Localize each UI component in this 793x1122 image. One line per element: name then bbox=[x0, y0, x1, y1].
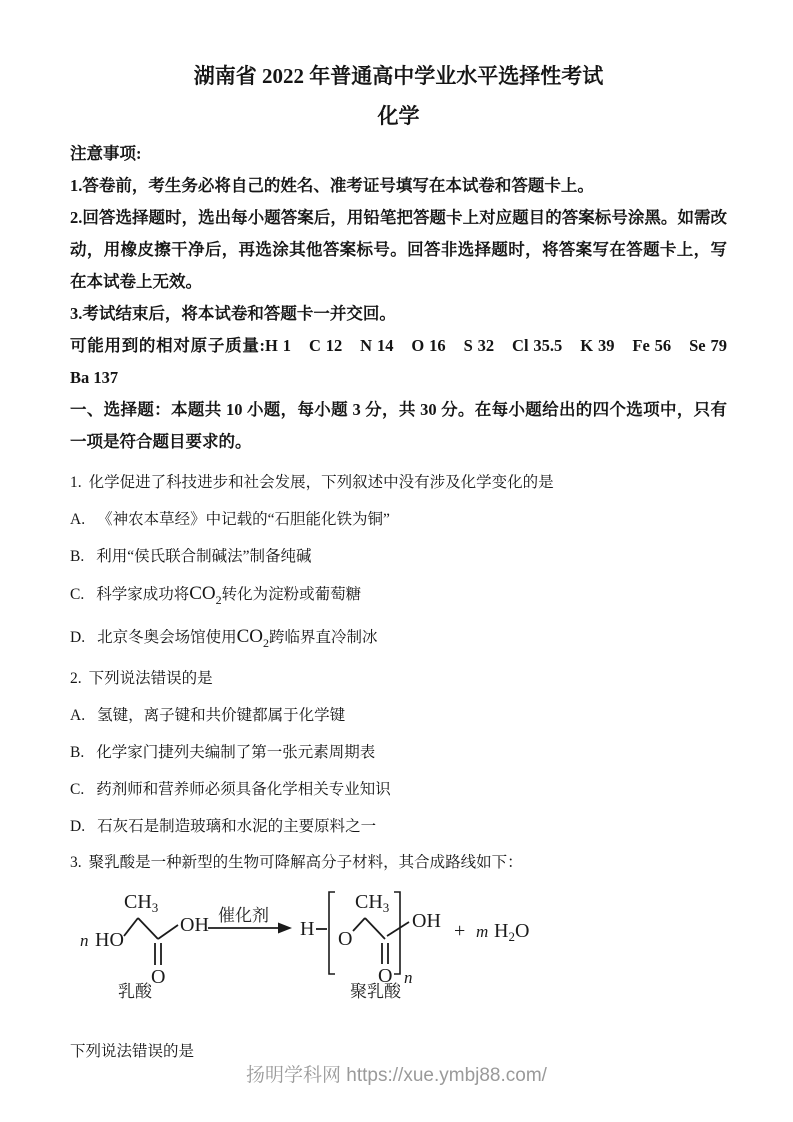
question-3-number: 3. bbox=[70, 853, 82, 871]
catalyst-label: 催化剂 bbox=[218, 905, 269, 925]
question-2-option-c bbox=[70, 779, 727, 801]
water-h: H bbox=[494, 919, 509, 942]
bond-ho-ch bbox=[124, 918, 138, 936]
notice-item-2: 2.回答选择题时，选出每小题答案后，用铅笔把答题卡上对应题目的答案标号涂黑。如需改动，用橡皮擦干净后，再选涂其他答案标号。回答非选择题时，将答案写在答题卡上，写在本试卷上无效。 bbox=[70, 208, 727, 291]
end-group-h: H bbox=[300, 917, 315, 940]
chem-formula-co2 bbox=[189, 583, 222, 607]
carbonyl-o: O bbox=[378, 964, 393, 987]
notice-heading: 注意事项: bbox=[70, 144, 142, 163]
question-2-option-b bbox=[70, 742, 727, 764]
option-text: 科学家成功将 bbox=[96, 586, 190, 603]
question-1-text: 化学促进了科技进步和社会发展，下列叙述中没有涉及化学变化的是 bbox=[88, 474, 554, 491]
option-label: B. bbox=[70, 743, 85, 761]
question-2-stem bbox=[70, 668, 727, 690]
product-label: 聚乳酸 bbox=[350, 981, 401, 1001]
bond-c-oh bbox=[158, 925, 178, 939]
carboxyl-oh: OH bbox=[180, 913, 209, 936]
reaction-diagram-svg bbox=[72, 884, 592, 1002]
option-text: 药剂师和营养师必须具备化学相关专业知识 bbox=[96, 780, 391, 798]
water-o: O bbox=[514, 919, 530, 942]
polylactic-acid-structure bbox=[300, 891, 441, 1001]
option-text: 石灰石是制造玻璃和水泥的主要原料之一 bbox=[97, 817, 377, 835]
option-text: 利用“侯氏联合制碱法”制备纯碱 bbox=[96, 548, 312, 565]
arrow-head bbox=[278, 922, 292, 933]
option-label: D. bbox=[70, 817, 86, 835]
option-text: 氢键，离子键和共价键都属于化学键 bbox=[97, 706, 346, 724]
question-1-option-b bbox=[70, 546, 727, 568]
reaction-diagram bbox=[72, 884, 727, 1007]
option-label: B. bbox=[70, 548, 85, 565]
ether-o: O bbox=[338, 927, 353, 950]
atomic-mass-line: 可能用到的相对原子质量:H 1 C 12 N 14 O 16 S 32 Cl 35.5 K 39 Fe 56 Se 79 Ba 137 bbox=[70, 336, 744, 387]
water-sub: 2 bbox=[508, 928, 515, 944]
left-bracket bbox=[329, 892, 335, 974]
question-2-option-a bbox=[70, 705, 727, 727]
option-label: C. bbox=[70, 780, 85, 798]
exam-title: 湖南省 2022 年普通高中学业水平选择性考试 bbox=[193, 64, 604, 88]
option-text: 北京冬奥会场馆使用 bbox=[97, 628, 237, 646]
option-text: 跨临界直冷制冰 bbox=[269, 628, 378, 646]
formula-main: CO bbox=[189, 583, 216, 604]
coefficient-n: n bbox=[80, 930, 89, 950]
formula-subscript: 2 bbox=[215, 592, 222, 607]
water-term bbox=[454, 920, 529, 944]
repeat-subscript-n: n bbox=[404, 967, 413, 987]
question-1-stem bbox=[70, 472, 727, 494]
right-bracket bbox=[394, 892, 400, 974]
question-3-followup: 下列说法错误的是 bbox=[70, 1042, 195, 1060]
methyl-group bbox=[355, 891, 389, 915]
option-text: 化学家门捷列夫编制了第一张元素周期表 bbox=[96, 743, 376, 761]
methyl-sub: 3 bbox=[382, 899, 390, 915]
option-label: D. bbox=[70, 628, 86, 646]
option-text: 转化为淀粉或葡萄糖 bbox=[221, 586, 362, 603]
notice-item-3: 3.考试结束后，将本试卷和答题卡一并交回。 bbox=[70, 304, 396, 323]
catalyst-arrow bbox=[208, 906, 292, 934]
bond-c-oh bbox=[387, 922, 409, 936]
water-formula bbox=[494, 920, 529, 944]
question-2-number: 2. bbox=[70, 669, 82, 687]
section-header: 一、选择题：本题共 10 小题，每小题 3 分，共 30 分。在每小题给出的四个选项中，只有一项是符合题目要求的。 bbox=[70, 400, 727, 451]
notice-item-1: 1.答卷前，考生务必将自己的姓名、准考证号填写在本试卷和答题卡上。 bbox=[70, 176, 594, 195]
option-text: 《神农本草经》中记载的“石胆能化铁为铜” bbox=[97, 511, 390, 528]
footer-watermark: 扬明学科网 https://xue.ymbj88.com/ bbox=[246, 1065, 547, 1086]
question-3-stem bbox=[70, 852, 727, 874]
option-label: A. bbox=[70, 511, 86, 528]
question-2-text: 下列说法错误的是 bbox=[88, 669, 213, 687]
question-3-text: 聚乳酸是一种新型的生物可降解高分子材料，其合成路线如下： bbox=[88, 853, 523, 871]
end-group-oh: OH bbox=[412, 909, 441, 932]
question-2-option-d bbox=[70, 816, 727, 838]
question-1-option-a bbox=[70, 509, 727, 531]
formula-subscript: 2 bbox=[263, 635, 269, 650]
bond-ch-c bbox=[138, 918, 158, 939]
lactic-acid-structure bbox=[80, 891, 209, 1001]
methyl-sub: 3 bbox=[151, 899, 159, 915]
carbonyl-o: O bbox=[151, 965, 166, 988]
formula-main: CO bbox=[236, 625, 263, 647]
question-1-option-c bbox=[70, 583, 727, 611]
option-label: C. bbox=[70, 586, 85, 603]
bond-o-ch bbox=[353, 918, 365, 931]
exam-subject: 化学 bbox=[377, 104, 420, 128]
coefficient-m: m bbox=[476, 921, 489, 941]
plus-sign: + bbox=[454, 919, 466, 942]
chem-formula-co2 bbox=[236, 625, 269, 650]
methyl-ch: CH bbox=[124, 890, 152, 913]
question-1-number: 1. bbox=[70, 474, 82, 491]
hydroxyl-ho: HO bbox=[95, 928, 124, 951]
reactant-label: 乳酸 bbox=[118, 981, 152, 1001]
methyl-group bbox=[124, 891, 158, 915]
option-label: A. bbox=[70, 706, 86, 724]
methyl-ch: CH bbox=[355, 890, 383, 913]
question-1-option-d bbox=[70, 626, 727, 654]
bond-ch-c bbox=[365, 918, 385, 939]
